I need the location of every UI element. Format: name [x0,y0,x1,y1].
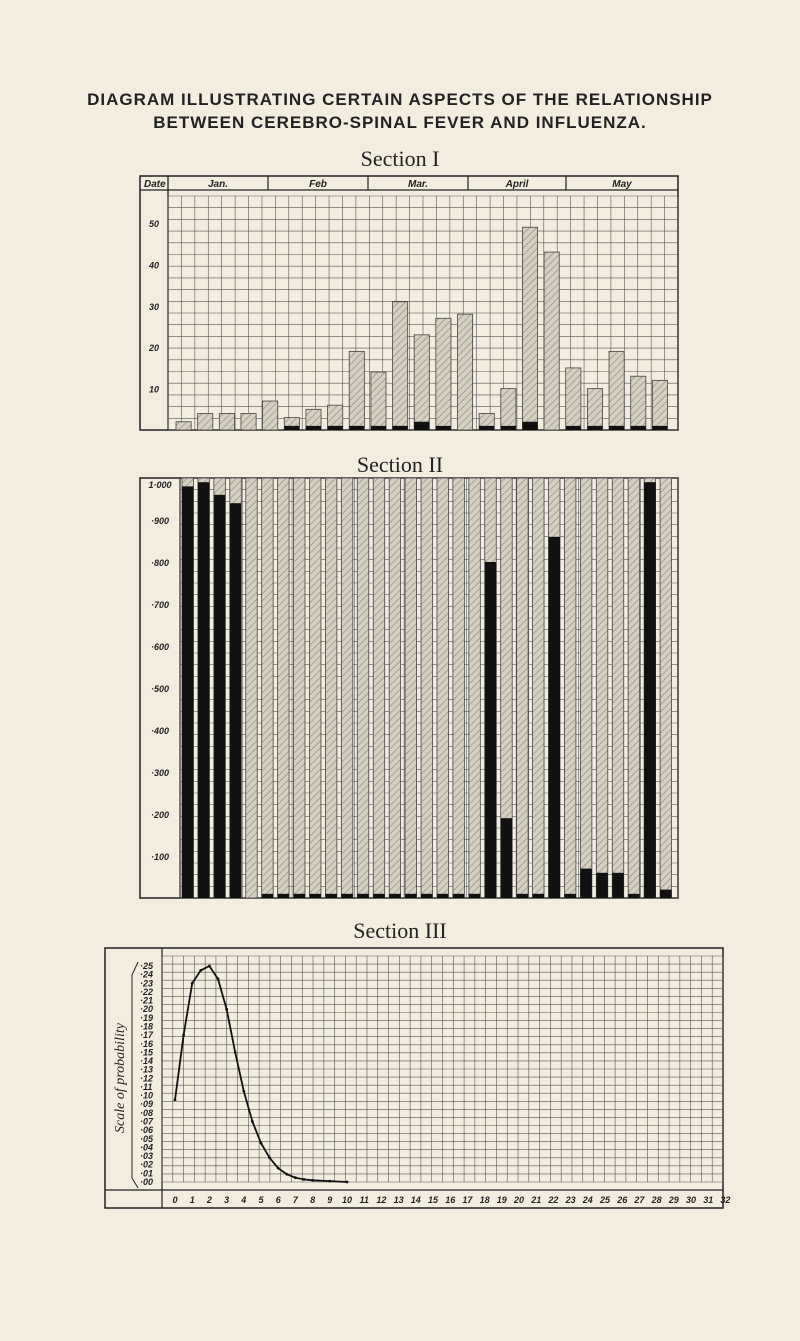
curve-point [277,1167,280,1170]
solid-bar [182,486,193,898]
curve-point [225,1008,228,1011]
hatched-bar [241,413,256,430]
solid-bar [393,426,408,430]
frame [105,948,723,1208]
hatched-bar [219,413,234,430]
y-tick-label: ·100 [150,852,170,862]
x-tick-label: 6 [275,1195,281,1205]
y-tick-label: ·600 [150,642,170,652]
curve-point [294,1176,297,1179]
curve-point [251,1120,254,1123]
hatched-bar [325,478,336,898]
curve-point [191,982,194,985]
y-tick-label: ·10 [140,1090,154,1101]
y-tick-label: ·24 [140,969,154,980]
solid-bar [485,562,496,898]
hatched-bar [263,401,278,430]
y-tick-label: ·18 [140,1021,154,1032]
solid-bar [580,869,591,898]
hatched-bar [349,351,364,430]
solid-bar [566,426,581,430]
section-3-title: Section III [353,918,447,943]
y-tick-label: ·800 [150,558,170,568]
x-tick-label: 15 [427,1195,439,1205]
solid-bar [349,426,364,430]
y-tick-label: ·00 [140,1177,154,1187]
month-label: Feb [309,179,327,190]
title-line-2: BETWEEN CEREBRO-SPINAL FEVER AND INFLUENZA. [153,113,647,132]
solid-bar [371,426,386,430]
y-tick-label: ·08 [140,1107,154,1118]
hatched-bar [405,478,416,898]
y-tick-label: ·02 [140,1159,154,1170]
solid-bar [596,873,607,898]
solid-bar [278,894,289,898]
hatched-bar [628,478,639,898]
y-tick-label: ·16 [140,1038,154,1049]
x-tick-label: 24 [582,1195,593,1205]
solid-bar [341,894,352,898]
x-tick-label: 31 [703,1195,714,1205]
y-tick-label: ·21 [140,995,154,1006]
hatched-bar [341,478,352,898]
hatched-bar [457,314,472,430]
curve-point [328,1180,331,1183]
y-axis-label: Scale of probability [113,1023,128,1133]
curve-point [208,965,211,968]
y-tick-label: 40 [148,260,160,271]
x-tick-label: 12 [376,1195,387,1205]
hatched-bar [393,302,408,430]
y-tick-label: ·25 [140,961,154,971]
curve-point [199,969,202,972]
y-tick-label: 10 [148,384,160,395]
solid-bar [517,894,528,898]
solid-bar [644,482,655,898]
hatched-bar [436,318,451,430]
hatched-bar [652,380,667,430]
curve-point [242,1090,245,1093]
hatched-bar [414,335,429,430]
curve-point [260,1142,263,1145]
y-tick-label: 1·000 [148,480,172,490]
solid-bar [628,894,639,898]
y-tick-label: ·03 [140,1151,154,1162]
month-label: May [612,179,632,190]
hatched-bar [609,351,624,430]
solid-bar [294,894,305,898]
curve-point [234,1051,237,1054]
x-tick-label: 8 [310,1195,316,1205]
hatched-bar [469,478,480,898]
hatched-bar [262,478,273,898]
x-tick-label: 3 [224,1195,230,1205]
solid-bar [549,537,560,898]
x-tick-label: 9 [327,1195,333,1205]
hatched-bar [437,478,448,898]
hatched-bar [389,478,400,898]
x-tick-label: 2 [206,1195,212,1205]
x-tick-label: 17 [462,1195,473,1205]
y-tick-label: ·05 [140,1133,154,1144]
solid-bar [437,894,448,898]
x-tick-label: 22 [548,1195,559,1205]
y-tick-label: ·400 [150,726,170,736]
month-label: April [505,179,529,190]
hatched-bar [596,478,607,898]
date-header: Date [144,179,166,190]
solid-bar [564,894,575,898]
solid-bar [479,426,494,430]
hatched-bar [522,227,537,430]
hatched-bar [373,478,384,898]
section-3-chart [105,948,730,1208]
y-tick-label: ·20 [140,1004,154,1015]
solid-bar [421,894,432,898]
solid-bar [533,894,544,898]
solid-bar [453,894,464,898]
curve-point [174,1099,177,1102]
x-tick-label: 27 [634,1195,645,1205]
hatched-bar [587,389,602,430]
solid-bar [373,894,384,898]
curve-point [311,1179,314,1182]
hatched-bar [544,252,559,430]
x-tick-label: 29 [668,1195,679,1205]
x-tick-label: 23 [565,1195,576,1205]
solid-bar [284,426,299,430]
section-2-title: Section II [356,452,444,477]
y-tick-label: ·200 [150,810,170,820]
x-tick-label: 7 [292,1195,298,1205]
x-tick-label: 21 [531,1195,542,1205]
y-tick-label: ·300 [150,768,170,778]
x-tick-label: 32 [720,1195,731,1205]
solid-bar [522,422,537,430]
y-tick-label: ·12 [140,1073,154,1084]
solid-bar [328,426,343,430]
solid-bar [436,426,451,430]
hatched-bar [580,478,591,898]
x-tick-label: 14 [410,1195,421,1205]
solid-bar [609,426,624,430]
y-tick-label: ·13 [140,1064,154,1075]
hatched-bar [564,478,575,898]
y-tick-label: ·19 [140,1012,154,1023]
curve-point [285,1173,288,1176]
x-tick-label: 20 [513,1195,525,1205]
section-1-title: Section I [360,146,440,171]
solid-bar [660,890,671,898]
section-1-chart [140,176,678,430]
x-tick-label: 16 [445,1195,456,1205]
hatched-bar [371,372,386,430]
solid-bar [230,503,241,898]
x-tick-label: 1 [189,1195,195,1205]
curve-point [182,1034,185,1037]
curve-point [303,1178,306,1181]
x-tick-label: 28 [651,1195,662,1205]
x-tick-label: 5 [258,1195,264,1205]
curve-point [217,978,220,981]
hatched-bar [176,422,191,430]
hatched-bar [453,478,464,898]
title-line-1: DIAGRAM ILLUSTRATING CERTAIN ASPECTS OF THE RELATIONSHIP [87,90,713,109]
y-tick-label: ·01 [140,1168,154,1179]
x-tick-label: 18 [479,1195,490,1205]
y-tick-label: ·07 [140,1116,154,1127]
solid-bar [306,426,321,430]
solid-bar [357,894,368,898]
y-tick-label: 30 [148,301,160,312]
x-tick-label: 4 [241,1195,247,1205]
hatched-bar [566,368,581,430]
hatched-bar [533,478,544,898]
y-tick-label: ·06 [140,1125,154,1136]
hatched-bar [421,478,432,898]
month-label: Mar. [407,179,429,190]
y-tick-label: ·900 [150,516,170,526]
solid-bar [309,894,320,898]
x-tick-label: 30 [685,1195,697,1205]
solid-bar [214,495,225,898]
scale-bracket [132,962,138,1188]
y-tick-label: ·11 [140,1081,153,1092]
y-tick-label: ·17 [140,1030,154,1041]
x-tick-label: 26 [617,1195,628,1205]
solid-bar [501,426,516,430]
y-tick-label: ·500 [150,684,170,694]
section-2-chart [140,478,678,898]
y-tick-label: ·15 [140,1047,154,1058]
solid-bar [389,894,400,898]
x-tick-label: 11 [359,1195,369,1205]
x-tick-label: 13 [393,1195,404,1205]
x-tick-label: 25 [599,1195,611,1205]
solid-bar [325,894,336,898]
hatched-bar [278,478,289,898]
hatched-bar [357,478,368,898]
y-tick-label: ·04 [140,1142,154,1153]
y-tick-label: ·09 [140,1099,154,1110]
curve-point [346,1181,349,1184]
solid-bar [652,426,667,430]
solid-bar [501,818,512,898]
hatched-bar [309,478,320,898]
solid-bar [414,422,429,430]
hatched-bar [660,478,671,898]
solid-bar [198,482,209,898]
hatched-bar [631,376,646,430]
solid-bar [587,426,602,430]
solid-bar [631,426,646,430]
y-tick-label: ·700 [150,600,170,610]
curve-point [268,1156,271,1159]
x-tick-label: 19 [496,1195,507,1205]
hatched-bar [517,478,528,898]
solid-bar [262,894,273,898]
hatched-bar [294,478,305,898]
y-tick-label: ·23 [140,978,154,989]
hatched-bar [501,389,516,430]
hatched-bar [246,478,257,898]
y-tick-label: 20 [148,343,160,354]
y-tick-label: 50 [148,219,160,230]
solid-bar [469,894,480,898]
x-tick-label: 0 [172,1195,178,1205]
y-tick-label: ·22 [140,986,154,997]
solid-bar [612,873,623,898]
hatched-bar [198,413,213,430]
hatched-bar [612,478,623,898]
month-label: Jan. [207,179,229,190]
solid-bar [405,894,416,898]
y-tick-label: ·14 [140,1056,154,1067]
x-tick-label: 10 [341,1195,353,1205]
